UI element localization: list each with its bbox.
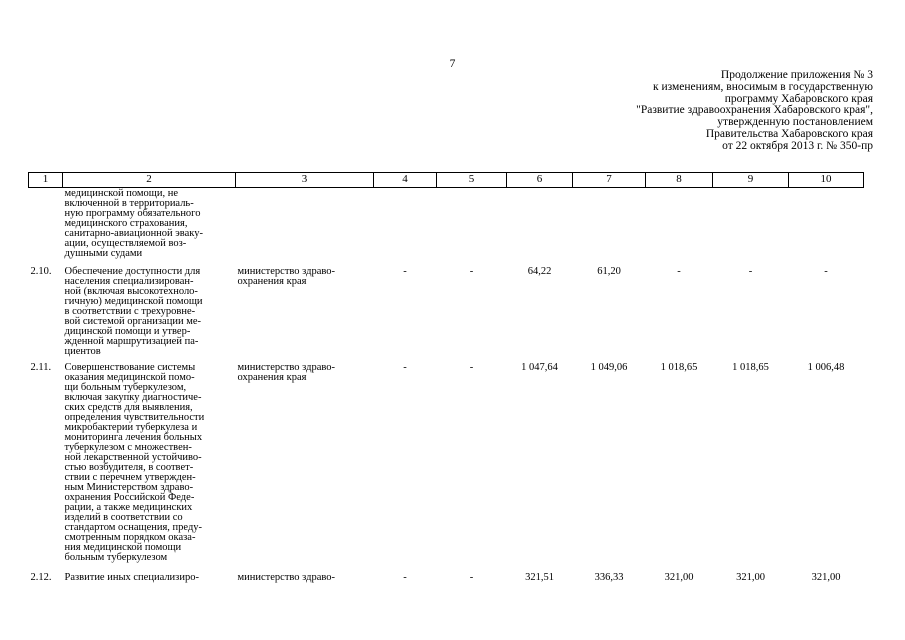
row-value-col7: 61,20 xyxy=(597,266,621,277)
row-number: 2.10. xyxy=(30,266,52,277)
continuation-text-content: медицинской помощи, не включенной в территориаль- ную программу обязательного медицинского страхования, санитарно-авиационной эваку- ации, осуществляемой воз- душными судами xyxy=(64,188,203,259)
table-row xyxy=(29,363,864,573)
header-line: "Развитие здравоохранения Хабаровского края", xyxy=(636,104,873,117)
row-value-col7: 336,33 xyxy=(594,572,624,583)
header-line: от 22 октября 2013 г. № 350-пр xyxy=(722,139,873,152)
column-number: 5 xyxy=(437,173,507,188)
row-value-col6: 1 047,64 xyxy=(521,362,558,373)
row-name-text: Развитие иных специализиро- xyxy=(64,572,199,583)
table-row xyxy=(29,267,864,363)
row-value-col6: 64,22 xyxy=(527,266,552,277)
row-number: 2.12. xyxy=(30,572,52,583)
row-value-col6: 321,51 xyxy=(525,572,554,583)
row-value-col10: - xyxy=(824,266,828,277)
row-value-col5: - xyxy=(469,572,474,583)
table-row-continuation xyxy=(29,188,864,268)
header-line: Продолжение приложения № 3 xyxy=(720,69,873,81)
column-number: 9 xyxy=(713,173,789,188)
row-executor xyxy=(236,573,374,583)
column-number: 6 xyxy=(507,173,573,188)
column-number: 4 xyxy=(374,173,437,188)
row-executor-text: министерство здраво- охранения края xyxy=(237,266,336,287)
row-value-col7: 1 049,06 xyxy=(590,362,628,373)
row-value-col5: - xyxy=(469,266,474,277)
row-number: 2.11. xyxy=(30,362,52,373)
row-value-col5: - xyxy=(469,362,474,373)
column-number: 10 xyxy=(789,173,864,188)
column-number: 2 xyxy=(63,173,236,188)
header-line: к изменениям, вносимым в государственную xyxy=(653,80,873,93)
program-table xyxy=(28,172,864,583)
column-number: 1 xyxy=(29,173,63,188)
row-value-col8: 1 018,65 xyxy=(660,362,698,373)
document-header xyxy=(636,70,873,153)
continuation-text xyxy=(63,188,236,268)
row-name xyxy=(63,573,236,583)
row-value-col8: 321,00 xyxy=(664,572,694,583)
header-line: программу Хабаровского края xyxy=(724,92,873,105)
row-value-col9: - xyxy=(748,266,753,277)
header-line: Правительства Хабаровского края xyxy=(705,127,873,140)
row-executor-text: министерство здраво- xyxy=(237,572,336,583)
row-executor xyxy=(236,267,374,363)
row-value-col4: - xyxy=(403,266,407,277)
row-executor xyxy=(236,363,374,573)
column-number: 7 xyxy=(573,173,646,188)
column-number: 8 xyxy=(646,173,713,188)
row-value-col9: 321,00 xyxy=(736,572,765,583)
row-value-col4: - xyxy=(403,572,407,583)
row-name-text: Совершенствование системы оказания медицинской помо- щи больным туберкулезом, включая закупку диагностиче- ских средств для выявления, определения чувствительности микробактерии туберкулеза и мониторинга лечения больных туберкулезом с множествен- ной лекарственной устойчиво- стью возбудителя, в соответ- ствии с перечнем утвержден- ным Министерством здраво- охранения Российской Феде- рации, а также медицинских изделий в соответствии со стандартом оснащения, преду- смотренным порядком оказа- ния медицинской помощи больным туберкулезом xyxy=(64,362,205,563)
column-number-row xyxy=(29,173,864,188)
row-name xyxy=(63,363,236,573)
page-number: 7 xyxy=(449,58,456,70)
header-line: утвержденную постановлением xyxy=(717,116,873,129)
row-name-text: Обеспечение доступности для населения специализирован- ной (включая высокотехноло- гичную) медицинской помощи в соответствии с трехуровне- вой системой организации ме- дицинской помощи и утвер- жденной маршрутизацией па- циентов xyxy=(64,266,203,357)
table-row xyxy=(29,573,864,583)
row-value-col4: - xyxy=(403,362,407,373)
column-number: 3 xyxy=(236,173,374,188)
row-value-col9: 1 018,65 xyxy=(732,362,769,373)
row-value-col10: 321,00 xyxy=(811,572,841,583)
row-value-col8: - xyxy=(677,266,681,277)
row-executor-text: министерство здраво- охранения края xyxy=(237,362,336,383)
row-name xyxy=(63,267,236,363)
row-value-col10: 1 006,48 xyxy=(807,362,845,373)
